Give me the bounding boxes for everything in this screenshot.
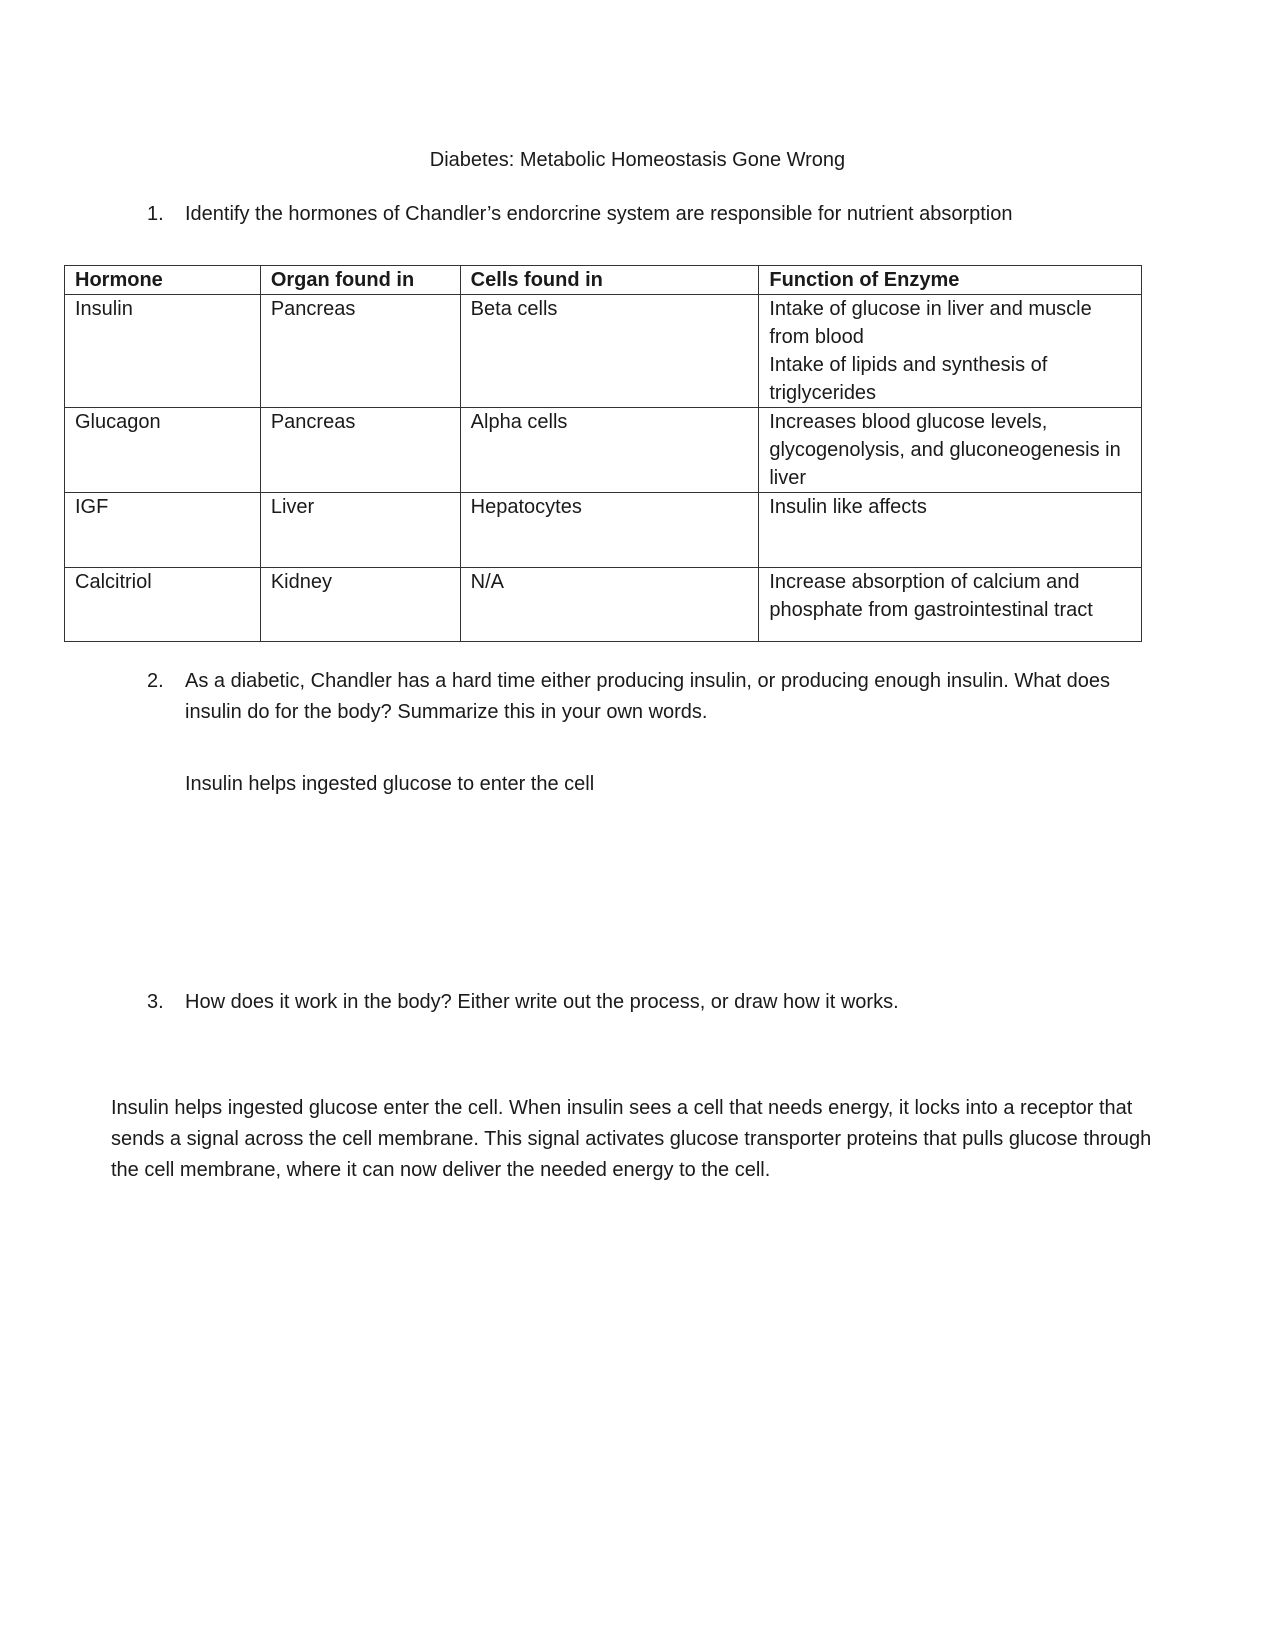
question-1 xyxy=(147,199,1147,230)
answer-2: Insulin helps ingested glucose to enter the cell xyxy=(185,773,595,795)
header-function: Function of Enzyme xyxy=(759,266,1142,295)
cell-hormone: Insulin xyxy=(65,295,261,408)
cell-organ: Liver xyxy=(260,493,460,568)
table-row xyxy=(65,493,1142,568)
cell-function xyxy=(759,295,1142,408)
cell-function xyxy=(759,493,1142,568)
cell-hormone: Glucagon xyxy=(65,408,261,493)
header-hormone: Hormone xyxy=(65,266,261,295)
table-row xyxy=(65,408,1142,493)
header-organ: Organ found in xyxy=(260,266,460,295)
header-cells: Cells found in xyxy=(460,266,759,295)
cell-organ: Pancreas xyxy=(260,408,460,493)
answer-3: Insulin helps ingested glucose enter the cell. When insulin sees a cell that needs energy, it locks into a receptor that sends a signal across the cell membrane. This signal activates glucose transporter proteins that pulls glucose through the cell membrane, where it can now deliver the needed energy to the cell. xyxy=(111,1097,1152,1181)
question-text: Identify the hormones of Chandler’s endorcrine system are responsible for nutrient absorption xyxy=(185,203,1013,225)
function-line: Increases blood glucose levels, glycogenolysis, and gluconeogenesis in liver xyxy=(769,411,1121,489)
cell-organ: Kidney xyxy=(260,568,460,642)
question-3 xyxy=(147,987,1147,1018)
question-text: As a diabetic, Chandler has a hard time either producing insulin, or producing enough insulin. What does insulin do for the body? Summarize this in your own words. xyxy=(185,670,1110,723)
table-row xyxy=(65,295,1142,408)
cell-hormone: IGF xyxy=(65,493,261,568)
question-2 xyxy=(147,666,1147,728)
function-line: Insulin like affects xyxy=(769,496,927,518)
hormone-table xyxy=(64,265,1142,642)
cell-cells: Hepatocytes xyxy=(460,493,759,568)
document-title: Diabetes: Metabolic Homeostasis Gone Wrong xyxy=(429,149,846,171)
cell-organ: Pancreas xyxy=(260,295,460,408)
cell-cells: Beta cells xyxy=(460,295,759,408)
question-number: 2. xyxy=(147,670,164,692)
function-line: Increase absorption of calcium and phosphate from gastrointestinal tract xyxy=(769,571,1093,621)
question-number: 3. xyxy=(147,991,164,1013)
cell-hormone: Calcitriol xyxy=(65,568,261,642)
function-line: Intake of lipids and synthesis of triglycerides xyxy=(769,354,1048,404)
cell-cells: N/A xyxy=(460,568,759,642)
question-text: How does it work in the body? Either write out the process, or draw how it works. xyxy=(185,991,899,1013)
cell-function xyxy=(759,568,1142,642)
table-row xyxy=(65,568,1142,642)
function-line: Intake of glucose in liver and muscle from blood xyxy=(769,298,1092,348)
question-number: 1. xyxy=(147,203,164,225)
cell-cells: Alpha cells xyxy=(460,408,759,493)
table-header-row xyxy=(65,266,1142,295)
cell-function xyxy=(759,408,1142,493)
